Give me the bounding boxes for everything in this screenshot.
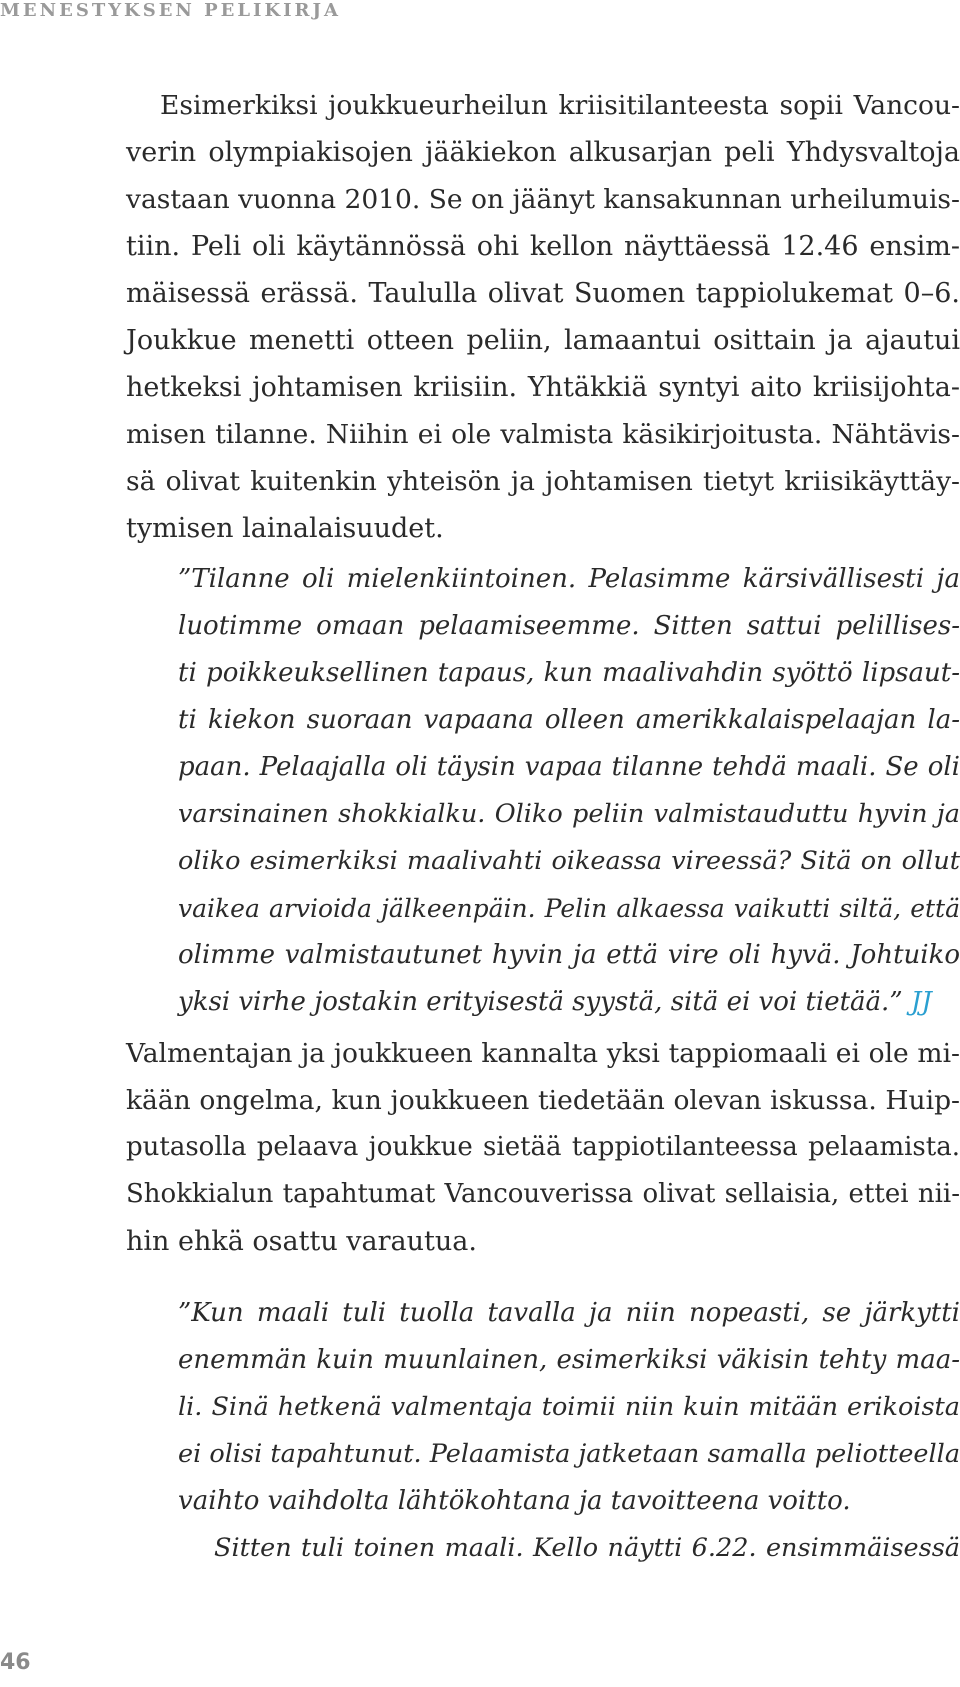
quote-line: oliko esimerkiksi maalivahti oikeassa vireessä? Sitä on ollut bbox=[178, 846, 960, 876]
text-line: Shokkialun tapahtumat Vancouverissa olivat sellaisia, ettei nii- bbox=[126, 1179, 960, 1209]
quote-line: paan. Pelaajalla oli täysin vapaa tilanne tehdä maali. Se oli bbox=[178, 752, 960, 782]
quote-line: ei olisi tapahtunut. Pelaamista jatketaan samalla peliotteella bbox=[178, 1439, 960, 1469]
quote-line: varsinainen shokkialku. Oliko peliin valmistauduttu hyvin ja bbox=[178, 799, 960, 829]
text-line: mäisessä erässä. Taululla olivat Suomen tappiolukemat 0–6. bbox=[126, 278, 960, 309]
page-number: 46 bbox=[0, 1650, 31, 1675]
text-line: tiin. Peli oli käytännössä ohi kellon näyttäessä 12.46 ensim- bbox=[126, 231, 960, 262]
quote-line: ti poikkeuksellinen tapaus, kun maalivahdin syöttö lipsaut- bbox=[178, 658, 960, 688]
text-line: Valmentajan ja joukkueen kannalta yksi tappiomaali ei ole mi- bbox=[126, 1038, 960, 1069]
quote-line: enemmän kuin muunlainen, esimerkiksi väkisin tehty maa- bbox=[178, 1345, 960, 1375]
quote-line-text: yksi virhe jostakin erityisestä syystä, sitä ei voi tietää.” bbox=[178, 987, 903, 1017]
text-line: vastaan vuonna 2010. Se on jäänyt kansakunnan urheilumuis- bbox=[126, 184, 960, 215]
quote-line: Sitten tuli toinen maali. Kello näytti 6.22. ensimmäisessä bbox=[214, 1533, 960, 1563]
intro-paragraph bbox=[126, 82, 960, 552]
quote-block-1 bbox=[178, 556, 960, 1026]
text-line: Joukkue menetti otteen peliin, lamaantui osittain ja ajautui bbox=[126, 325, 960, 356]
text-line: hin ehkä osattu varautua. bbox=[126, 1226, 477, 1257]
text-line: verin olympiakisojen jääkiekon alkusarjan peli Yhdysvaltoja bbox=[126, 137, 960, 168]
quote-line: luotimme omaan pelaamiseemme. Sitten sattui pelillises- bbox=[178, 611, 960, 641]
text-line: putasolla pelaava joukkue sietää tappiotilanteessa pelaamista. bbox=[126, 1132, 960, 1162]
text-line: kään ongelma, kun joukkueen tiedetään olevan iskussa. Huip- bbox=[126, 1085, 960, 1116]
quote-last-line bbox=[178, 979, 960, 1026]
running-head: MENESTYKSEN PELIKIRJA bbox=[0, 0, 341, 21]
quote-line: ti kiekon suoraan vapaana olleen amerikkalaispelaajan la- bbox=[178, 705, 960, 735]
quote-line: li. Sinä hetkenä valmentaja toimii niin kuin mitään erikoista bbox=[178, 1392, 960, 1422]
text-line: hetkeksi johtamisen kriisiin. Yhtäkkiä syntyi aito kriisijohta- bbox=[126, 372, 960, 403]
quote-line: olimme valmistautunet hyvin ja että vire oli hyvä. Johtuiko bbox=[178, 940, 960, 970]
text-line: sä olivat kuitenkin yhteisön ja johtamisen tietyt kriisikäyttäy- bbox=[126, 466, 960, 497]
text-line: Esimerkiksi joukkueurheilun kriisitilanteesta sopii Vancou- bbox=[160, 90, 960, 121]
text-line: misen tilanne. Niihin ei ole valmista käsikirjoitusta. Nähtävis- bbox=[126, 419, 960, 450]
quote-block-2 bbox=[178, 1290, 960, 1572]
quote-line: ”Tilanne oli mielenkiintoinen. Pelasimme kärsivällisesti ja bbox=[178, 564, 960, 594]
quote-line: vaikea arvioida jälkeenpäin. Pelin alkaessa vaikutti siltä, että bbox=[178, 894, 960, 923]
quote-line: vaihto vaihdolta lähtökohtana ja tavoitteena voitto. bbox=[178, 1486, 851, 1516]
body-paragraph bbox=[126, 1030, 960, 1265]
author-mark: JJ bbox=[910, 987, 932, 1017]
quote-line: ”Kun maali tuli tuolla tavalla ja niin nopeasti, se järkytti bbox=[178, 1298, 960, 1328]
text-line: tymisen lainalaisuudet. bbox=[126, 513, 444, 544]
